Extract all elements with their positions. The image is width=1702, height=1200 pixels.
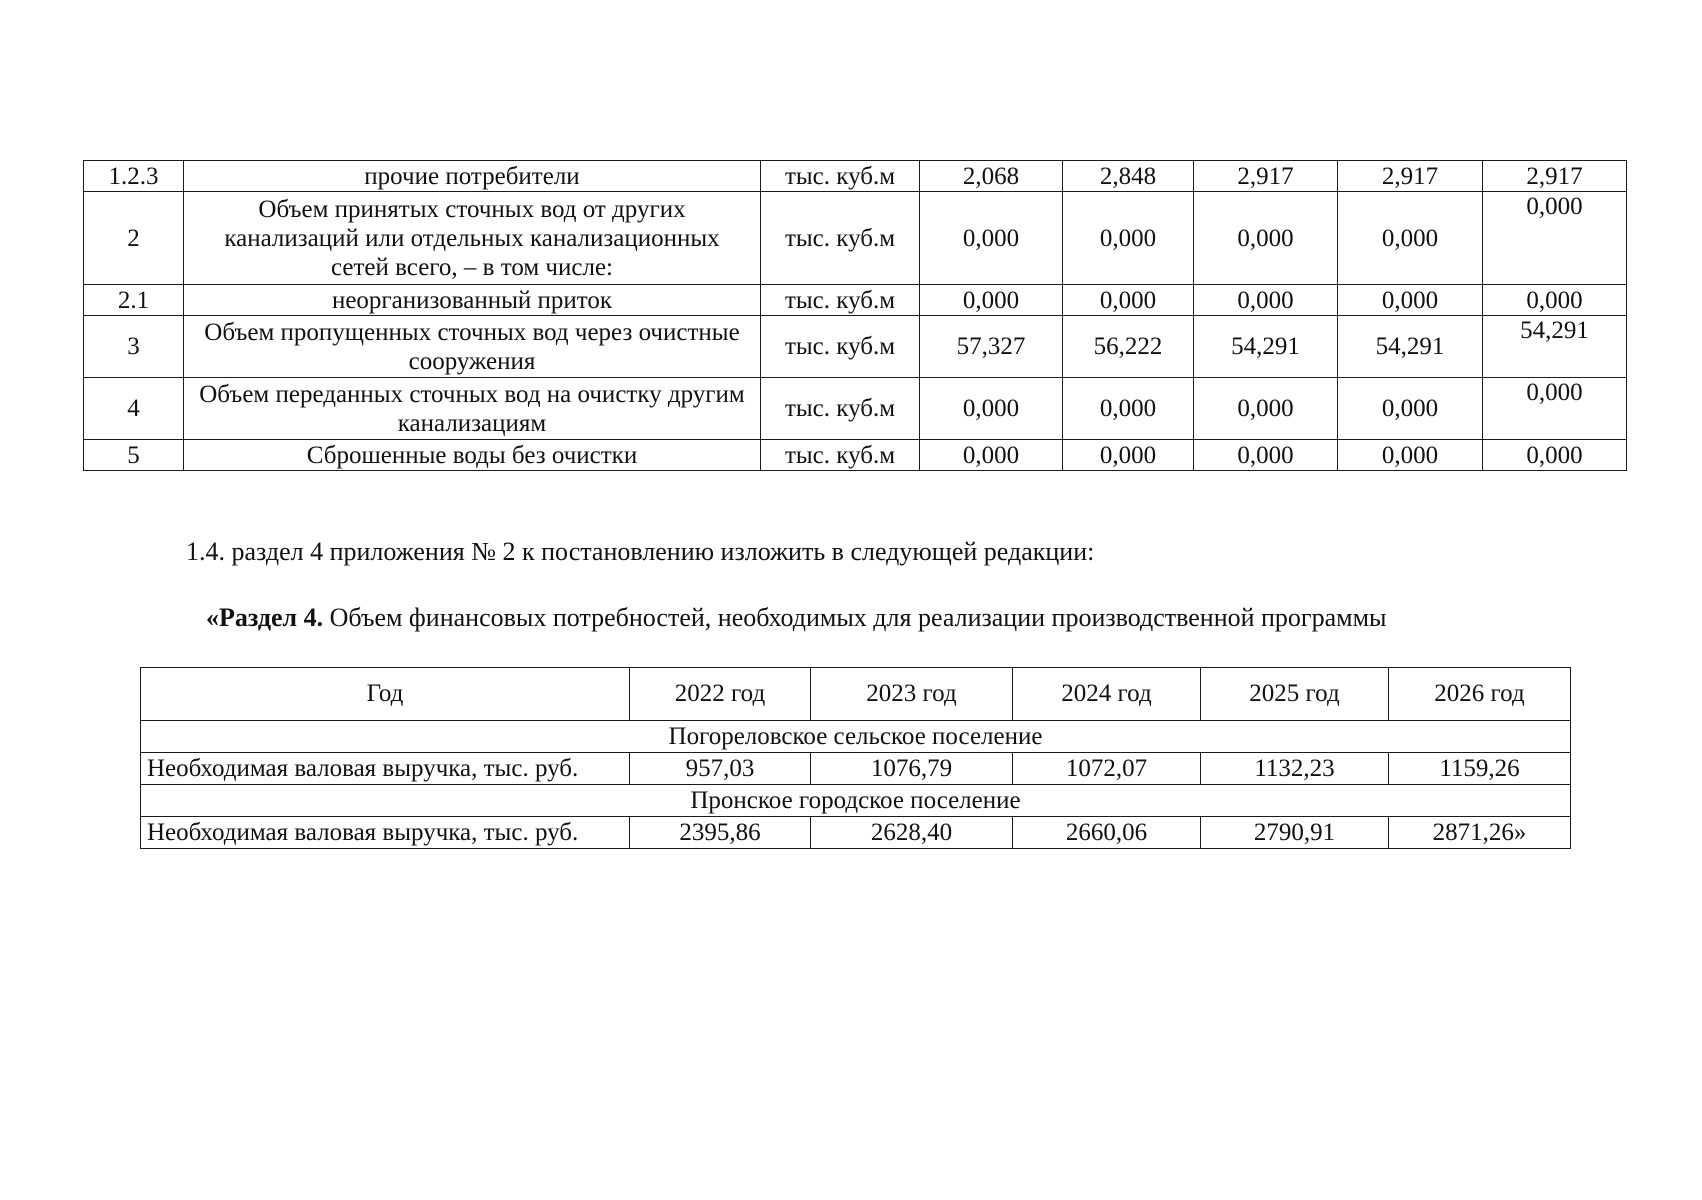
value-cell: 0,000 — [1063, 192, 1194, 285]
table-row — [84, 316, 1627, 378]
row-description: Объем принятых сточных вод от других канализаций или отдельных канализационных сетей всего, – в том числе: — [184, 192, 761, 285]
value-cell: 0,000 — [1483, 192, 1627, 285]
value-cell: 0,000 — [1338, 378, 1483, 440]
value-cell: 2,917 — [1194, 161, 1338, 192]
value-cell: 0,000 — [1338, 285, 1483, 316]
value-cell: 2395,86 — [630, 817, 811, 849]
group-header-row — [141, 785, 1571, 817]
value-cell: 0,000 — [1338, 192, 1483, 285]
value-cell: 2660,06 — [1013, 817, 1201, 849]
row-description: Объем пропущенных сточных вод через очистные сооружения — [184, 316, 761, 378]
value-cell: 0,000 — [920, 378, 1063, 440]
row-number: 2.1 — [84, 285, 184, 316]
row-description: Сброшенные воды без очистки — [184, 440, 761, 471]
value-cell: 0,000 — [1338, 440, 1483, 471]
row-unit: тыс. куб.м — [761, 378, 920, 440]
value-cell: 2871,26» — [1389, 817, 1571, 849]
financial-needs-table — [140, 667, 1571, 849]
table-row — [84, 161, 1627, 192]
row-number: 2 — [84, 192, 184, 285]
row-unit: тыс. куб.м — [761, 285, 920, 316]
value-cell: 2,917 — [1338, 161, 1483, 192]
wastewater-volume-table — [83, 160, 1627, 471]
section-heading-label: «Раздел 4. — [206, 603, 324, 632]
column-header: 2022 год — [630, 668, 811, 721]
settlement-name: Пронское городское поселение — [141, 785, 1571, 817]
row-number: 5 — [84, 440, 184, 471]
value-cell: 2,917 — [1483, 161, 1627, 192]
value-cell: 0,000 — [1483, 285, 1627, 316]
table-row — [141, 753, 1571, 785]
value-cell: 0,000 — [1483, 440, 1627, 471]
table-row — [84, 378, 1627, 440]
column-header: 2025 год — [1201, 668, 1389, 721]
value-cell: 0,000 — [1194, 378, 1338, 440]
value-cell: 1159,26 — [1389, 753, 1571, 785]
value-cell: 54,291 — [1194, 316, 1338, 378]
row-unit: тыс. куб.м — [761, 440, 920, 471]
value-cell: 56,222 — [1063, 316, 1194, 378]
value-cell: 0,000 — [1063, 285, 1194, 316]
value-cell: 1132,23 — [1201, 753, 1389, 785]
value-cell: 0,000 — [1194, 192, 1338, 285]
row-label: Необходимая валовая выручка, тыс. руб. — [141, 753, 630, 785]
table-row — [84, 192, 1627, 285]
table-row — [84, 440, 1627, 471]
value-cell: 2628,40 — [811, 817, 1013, 849]
value-cell: 2,848 — [1063, 161, 1194, 192]
row-number: 3 — [84, 316, 184, 378]
value-cell: 2,068 — [920, 161, 1063, 192]
table-row — [141, 817, 1571, 849]
value-cell: 1072,07 — [1013, 753, 1201, 785]
row-description: неорганизованный приток — [184, 285, 761, 316]
row-number: 1.2.3 — [84, 161, 184, 192]
value-cell: 54,291 — [1483, 316, 1627, 378]
row-unit: тыс. куб.м — [761, 161, 920, 192]
section-heading-title: Объем финансовых потребностей, необходимых для реализации производственной программы — [323, 603, 1387, 632]
value-cell: 0,000 — [920, 192, 1063, 285]
value-cell: 0,000 — [1063, 378, 1194, 440]
column-header: 2024 год — [1013, 668, 1201, 721]
value-cell: 0,000 — [1483, 378, 1627, 440]
row-unit: тыс. куб.м — [761, 316, 920, 378]
column-header: 2023 год — [811, 668, 1013, 721]
row-number: 4 — [84, 378, 184, 440]
section-heading — [206, 603, 1387, 633]
value-cell: 57,327 — [920, 316, 1063, 378]
group-header-row — [141, 721, 1571, 753]
table-row — [84, 285, 1627, 316]
amendment-paragraph: 1.4. раздел 4 приложения № 2 к постановлению изложить в следующей редакции: — [186, 537, 1095, 566]
value-cell: 0,000 — [1063, 440, 1194, 471]
table-header-row — [141, 668, 1571, 721]
value-cell: 0,000 — [920, 440, 1063, 471]
row-label: Необходимая валовая выручка, тыс. руб. — [141, 817, 630, 849]
row-description: прочие потребители — [184, 161, 761, 192]
column-header: 2026 год — [1389, 668, 1571, 721]
value-cell: 957,03 — [630, 753, 811, 785]
value-cell: 54,291 — [1338, 316, 1483, 378]
value-cell: 1076,79 — [811, 753, 1013, 785]
row-description: Объем переданных сточных вод на очистку другим канализациям — [184, 378, 761, 440]
column-header: Год — [141, 668, 630, 721]
value-cell: 0,000 — [920, 285, 1063, 316]
row-unit: тыс. куб.м — [761, 192, 920, 285]
value-cell: 2790,91 — [1201, 817, 1389, 849]
value-cell: 0,000 — [1194, 440, 1338, 471]
value-cell: 0,000 — [1194, 285, 1338, 316]
settlement-name: Погореловское сельское поселение — [141, 721, 1571, 753]
